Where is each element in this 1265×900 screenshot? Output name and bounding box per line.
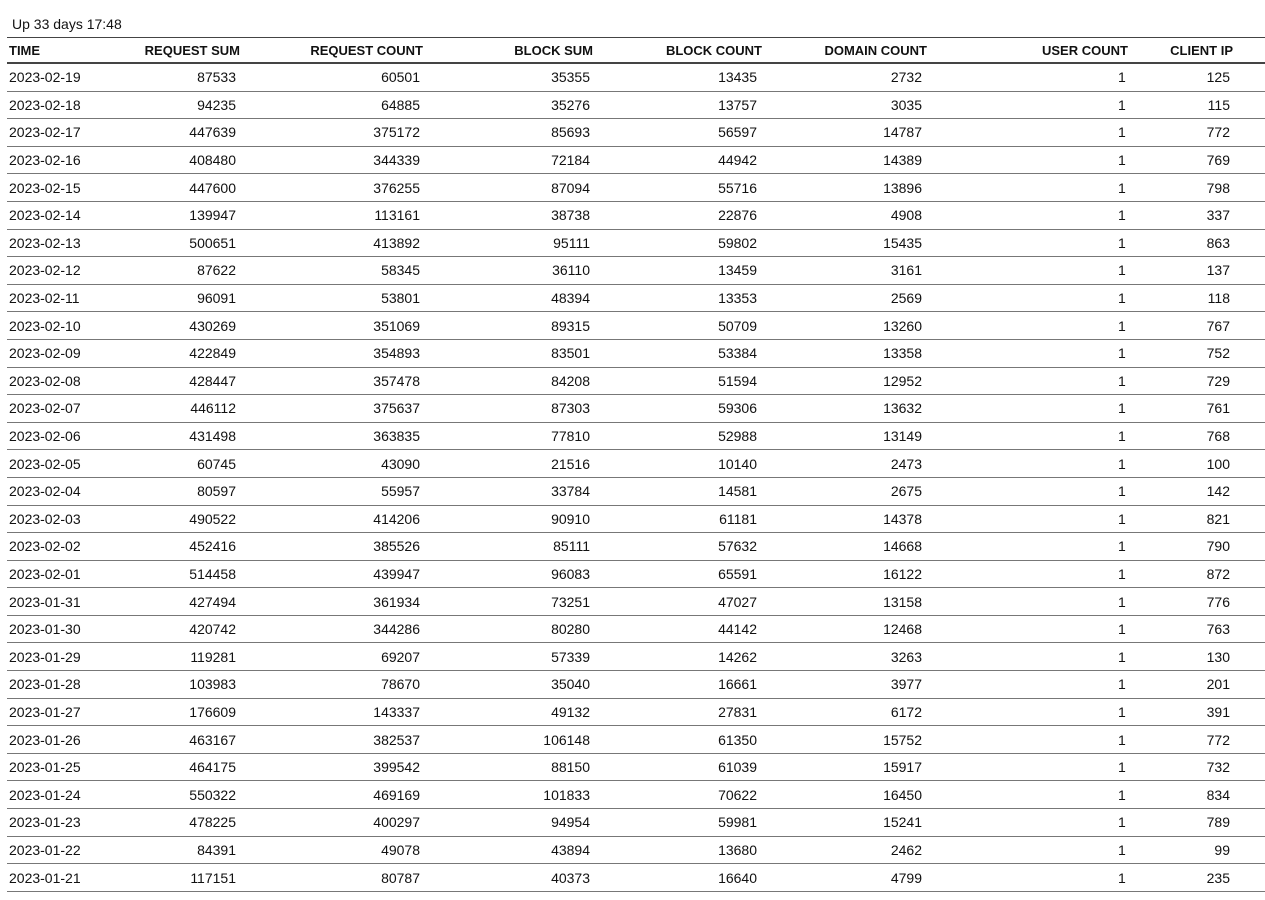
cell-block-count: 65591: [718, 565, 757, 582]
cell-client-ip: 769: [1206, 152, 1230, 169]
cell-domain-count: 13358: [883, 345, 922, 362]
cell-request-count: 49078: [381, 841, 420, 858]
cell-request-sum: 478225: [189, 814, 236, 831]
cell-request-count: 113161: [374, 207, 420, 224]
cell-request-count: 469169: [373, 786, 420, 803]
cell-user-count: 1: [1118, 179, 1126, 196]
cell-request-count: 78670: [381, 676, 420, 693]
table-row: [7, 588, 1265, 616]
cell-block-count: 14262: [718, 648, 757, 665]
column-header-request-count: REQUEST COUNT: [310, 42, 423, 58]
table-row: [7, 698, 1265, 726]
table-row: [7, 146, 1265, 174]
cell-user-count: 1: [1118, 290, 1126, 307]
cell-time: 2023-01-30: [9, 621, 81, 638]
cell-request-sum: 514458: [189, 565, 236, 582]
cell-time: 2023-01-27: [9, 703, 81, 720]
cell-time: 2023-02-03: [9, 510, 81, 527]
table-row: [7, 864, 1265, 892]
cell-client-ip: 872: [1206, 565, 1230, 582]
cell-request-count: 414206: [373, 510, 420, 527]
table-row: [7, 422, 1265, 450]
table-row: [7, 781, 1265, 809]
cell-user-count: 1: [1118, 786, 1126, 803]
cell-block-count: 53384: [718, 345, 757, 362]
cell-block-sum: 21516: [551, 455, 590, 472]
table-row: [7, 119, 1265, 147]
cell-block-count: 10140: [718, 455, 757, 472]
cell-time: 2023-01-22: [9, 841, 81, 858]
cell-user-count: 1: [1118, 759, 1126, 776]
cell-block-count: 51594: [718, 372, 757, 389]
cell-time: 2023-02-08: [9, 372, 81, 389]
cell-domain-count: 15917: [883, 759, 922, 776]
cell-block-count: 61181: [719, 510, 757, 527]
cell-request-sum: 490522: [189, 510, 236, 527]
cell-time: 2023-02-10: [9, 317, 81, 334]
cell-time: 2023-01-25: [9, 759, 81, 776]
cell-request-count: 69207: [381, 648, 420, 665]
cell-domain-count: 14668: [883, 538, 922, 555]
cell-block-sum: 35355: [551, 69, 590, 86]
cell-block-count: 70622: [718, 786, 757, 803]
table-row: [7, 63, 1265, 91]
table-row: [7, 505, 1265, 533]
cell-client-ip: 821: [1206, 510, 1230, 527]
cell-time: 2023-02-17: [9, 124, 81, 141]
cell-domain-count: 3035: [890, 96, 922, 113]
cell-domain-count: 16450: [883, 786, 922, 803]
cell-time: 2023-02-15: [9, 179, 81, 196]
cell-client-ip: 100: [1206, 455, 1230, 472]
cell-domain-count: 13260: [883, 317, 922, 334]
cell-block-sum: 87094: [551, 179, 590, 196]
table-row: [7, 257, 1265, 285]
column-header-block-count: BLOCK COUNT: [665, 42, 762, 58]
cell-request-sum: 84391: [197, 841, 236, 858]
cell-user-count: 1: [1118, 703, 1126, 720]
cell-domain-count: 15435: [883, 234, 922, 251]
cell-request-count: 413892: [373, 234, 420, 251]
table-row: [7, 533, 1265, 561]
cell-request-count: 53801: [381, 290, 420, 307]
cell-request-sum: 447600: [189, 179, 236, 196]
cell-block-count: 13435: [718, 69, 757, 86]
cell-request-sum: 550322: [189, 786, 236, 803]
cell-domain-count: 14378: [883, 510, 922, 527]
cell-request-sum: 430269: [189, 317, 236, 334]
cell-block-sum: 36110: [552, 262, 590, 279]
cell-request-sum: 452416: [189, 538, 236, 555]
cell-time: 2023-02-06: [9, 428, 81, 445]
cell-block-sum: 85111: [553, 538, 590, 555]
column-header-user-count: USER COUNT: [1042, 42, 1128, 58]
cell-time: 2023-02-09: [9, 345, 81, 362]
cell-request-sum: 447639: [189, 124, 236, 141]
cell-domain-count: 14787: [883, 124, 922, 141]
cell-block-count: 13680: [718, 841, 757, 858]
cell-request-sum: 464175: [189, 759, 236, 776]
cell-user-count: 1: [1118, 234, 1126, 251]
cell-domain-count: 6172: [890, 703, 922, 720]
cell-request-count: 60501: [381, 69, 420, 86]
table-row: [7, 174, 1265, 202]
column-header-time: TIME: [9, 42, 41, 58]
cell-user-count: 1: [1118, 69, 1126, 86]
cell-domain-count: 2732: [890, 69, 922, 86]
cell-client-ip: 798: [1206, 179, 1230, 196]
cell-block-count: 57632: [718, 538, 757, 555]
cell-client-ip: 761: [1206, 400, 1230, 417]
column-header-client-ip: CLIENT IP: [1170, 42, 1233, 58]
table-row: [7, 201, 1265, 229]
cell-domain-count: 15241: [883, 814, 922, 831]
table-body: [7, 63, 1265, 891]
table-row: [7, 671, 1265, 699]
cell-client-ip: 776: [1206, 593, 1230, 610]
cell-user-count: 1: [1118, 510, 1126, 527]
cell-time: 2023-01-29: [9, 648, 81, 665]
cell-user-count: 1: [1118, 455, 1126, 472]
cell-request-count: 439947: [373, 565, 420, 582]
cell-user-count: 1: [1118, 841, 1126, 858]
cell-domain-count: 3161: [890, 262, 922, 279]
cell-user-count: 1: [1118, 814, 1126, 831]
cell-block-count: 27831: [718, 703, 757, 720]
cell-block-sum: 85693: [551, 124, 590, 141]
cell-block-count: 50709: [718, 317, 757, 334]
table-row: [7, 753, 1265, 781]
cell-user-count: 1: [1118, 676, 1126, 693]
cell-domain-count: 2675: [890, 483, 922, 500]
cell-request-sum: 446112: [190, 400, 236, 417]
cell-domain-count: 2462: [890, 841, 922, 858]
table-row: [7, 367, 1265, 395]
cell-time: 2023-02-19: [9, 69, 81, 86]
cell-user-count: 1: [1118, 428, 1126, 445]
cell-request-sum: 408480: [189, 152, 236, 169]
cell-client-ip: 125: [1206, 69, 1230, 86]
cell-block-sum: 49132: [551, 703, 590, 720]
cell-time: 2023-02-07: [9, 400, 81, 417]
cell-client-ip: 99: [1214, 841, 1230, 858]
cell-request-sum: 176609: [189, 703, 236, 720]
cell-request-sum: 94235: [197, 96, 236, 113]
cell-request-count: 55957: [381, 483, 420, 500]
cell-user-count: 1: [1118, 621, 1126, 638]
cell-request-count: 385526: [373, 538, 420, 555]
cell-client-ip: 789: [1206, 814, 1230, 831]
cell-block-count: 44142: [718, 621, 757, 638]
cell-client-ip: 767: [1206, 317, 1230, 334]
cell-client-ip: 790: [1206, 538, 1230, 555]
cell-user-count: 1: [1118, 483, 1126, 500]
cell-domain-count: 13149: [883, 428, 922, 445]
cell-time: 2023-02-02: [9, 538, 81, 555]
cell-block-count: 22876: [718, 207, 757, 224]
cell-request-count: 143337: [373, 703, 420, 720]
cell-user-count: 1: [1118, 538, 1126, 555]
cell-block-sum: 48394: [551, 290, 590, 307]
column-header-block-sum: BLOCK SUM: [514, 42, 593, 58]
cell-request-count: 400297: [373, 814, 420, 831]
cell-block-sum: 77810: [551, 428, 590, 445]
cell-domain-count: 12468: [883, 621, 922, 638]
cell-block-sum: 101833: [543, 786, 590, 803]
table-row: [7, 477, 1265, 505]
cell-user-count: 1: [1118, 593, 1126, 610]
cell-client-ip: 729: [1206, 372, 1230, 389]
cell-request-sum: 117151: [190, 869, 236, 886]
cell-user-count: 1: [1118, 317, 1126, 334]
cell-time: 2023-02-18: [9, 96, 81, 113]
cell-time: 2023-01-23: [9, 814, 81, 831]
cell-domain-count: 14389: [883, 152, 922, 169]
cell-client-ip: 763: [1206, 621, 1230, 638]
cell-block-sum: 96083: [551, 565, 590, 582]
cell-client-ip: 235: [1206, 869, 1230, 886]
cell-domain-count: 2473: [890, 455, 922, 472]
cell-time: 2023-02-01: [9, 565, 81, 582]
cell-block-sum: 43894: [551, 841, 590, 858]
cell-user-count: 1: [1118, 731, 1126, 748]
cell-request-sum: 60745: [197, 455, 236, 472]
cell-block-count: 59981: [718, 814, 757, 831]
cell-block-sum: 89315: [551, 317, 590, 334]
cell-request-sum: 500651: [189, 234, 236, 251]
cell-client-ip: 142: [1206, 483, 1230, 500]
cell-request-sum: 80597: [197, 483, 236, 500]
cell-time: 2023-02-11: [9, 290, 80, 307]
cell-client-ip: 834: [1206, 786, 1230, 803]
cell-block-count: 56597: [718, 124, 757, 141]
uptime-status: Up 33 days 17:48: [12, 16, 122, 32]
cell-domain-count: 13158: [883, 593, 922, 610]
cell-client-ip: 391: [1206, 703, 1230, 720]
cell-block-sum: 106148: [543, 731, 590, 748]
cell-request-count: 399542: [373, 759, 420, 776]
column-header-domain-count: DOMAIN COUNT: [824, 42, 927, 58]
cell-block-count: 14581: [718, 483, 757, 500]
cell-block-count: 13459: [718, 262, 757, 279]
cell-time: 2023-01-31: [9, 593, 81, 610]
cell-request-count: 64885: [381, 96, 420, 113]
cell-time: 2023-01-24: [9, 786, 81, 803]
cell-request-sum: 87533: [197, 69, 236, 86]
cell-request-sum: 139947: [189, 207, 236, 224]
cell-request-sum: 103983: [189, 676, 236, 693]
cell-block-count: 59306: [718, 400, 757, 417]
cell-block-sum: 35040: [551, 676, 590, 693]
cell-client-ip: 137: [1206, 262, 1230, 279]
cell-block-sum: 35276: [551, 96, 590, 113]
cell-block-sum: 84208: [551, 372, 590, 389]
cell-request-count: 382537: [373, 731, 420, 748]
cell-request-count: 58345: [381, 262, 420, 279]
cell-client-ip: 772: [1206, 731, 1230, 748]
cell-domain-count: 13896: [883, 179, 922, 196]
cell-block-count: 16661: [718, 676, 757, 693]
cell-user-count: 1: [1118, 152, 1126, 169]
cell-block-count: 13757: [718, 96, 757, 113]
cell-block-sum: 33784: [551, 483, 590, 500]
cell-block-count: 52988: [718, 428, 757, 445]
cell-client-ip: 863: [1206, 234, 1230, 251]
cell-request-count: 344339: [373, 152, 420, 169]
cell-block-sum: 94954: [551, 814, 590, 831]
table-row: [7, 312, 1265, 340]
cell-domain-count: 3977: [890, 676, 922, 693]
cell-request-sum: 87622: [197, 262, 236, 279]
cell-time: 2023-02-12: [9, 262, 81, 279]
table-row: [7, 643, 1265, 671]
cell-client-ip: 118: [1207, 290, 1230, 307]
daily-stats-table: [7, 37, 1265, 892]
cell-time: 2023-01-26: [9, 731, 81, 748]
cell-block-count: 59802: [718, 234, 757, 251]
cell-time: 2023-01-28: [9, 676, 81, 693]
cell-block-sum: 87303: [551, 400, 590, 417]
cell-domain-count: 15752: [883, 731, 922, 748]
cell-request-sum: 96091: [197, 290, 236, 307]
table-row: [7, 91, 1265, 119]
cell-time: 2023-02-14: [9, 207, 81, 224]
cell-request-count: 376255: [373, 179, 420, 196]
table-row: [7, 395, 1265, 423]
table-row: [7, 339, 1265, 367]
cell-client-ip: 752: [1206, 345, 1230, 362]
cell-user-count: 1: [1118, 124, 1126, 141]
cell-block-sum: 73251: [551, 593, 590, 610]
table-row: [7, 450, 1265, 478]
cell-user-count: 1: [1118, 345, 1126, 362]
cell-request-sum: 420742: [189, 621, 236, 638]
cell-domain-count: 16122: [883, 565, 922, 582]
cell-block-count: 55716: [718, 179, 757, 196]
cell-block-sum: 57339: [551, 648, 590, 665]
cell-domain-count: 4799: [890, 869, 922, 886]
cell-request-sum: 119281: [190, 648, 236, 665]
cell-domain-count: 13632: [883, 400, 922, 417]
cell-block-count: 16640: [718, 869, 757, 886]
table-row: [7, 284, 1265, 312]
header-row: [7, 38, 1265, 64]
table-row: [7, 615, 1265, 643]
cell-user-count: 1: [1118, 262, 1126, 279]
table-row: [7, 229, 1265, 257]
cell-request-count: 361934: [373, 593, 420, 610]
cell-request-sum: 428447: [189, 372, 236, 389]
cell-client-ip: 130: [1206, 648, 1230, 665]
table-row: [7, 809, 1265, 837]
cell-request-count: 375637: [373, 400, 420, 417]
cell-request-sum: 463167: [189, 731, 236, 748]
table-header: [7, 38, 1265, 64]
table-row: [7, 836, 1265, 864]
cell-user-count: 1: [1118, 648, 1126, 665]
cell-block-count: 61350: [718, 731, 757, 748]
cell-block-count: 44942: [718, 152, 757, 169]
cell-block-sum: 80280: [551, 621, 590, 638]
cell-block-sum: 95111: [553, 234, 590, 251]
cell-block-sum: 40373: [551, 869, 590, 886]
cell-client-ip: 772: [1206, 124, 1230, 141]
cell-block-sum: 72184: [551, 152, 590, 169]
cell-domain-count: 12952: [883, 372, 922, 389]
table-row: [7, 726, 1265, 754]
cell-domain-count: 4908: [890, 207, 922, 224]
cell-request-count: 357478: [373, 372, 420, 389]
cell-block-sum: 83501: [551, 345, 590, 362]
cell-block-count: 61039: [718, 759, 757, 776]
cell-block-count: 47027: [718, 593, 757, 610]
cell-client-ip: 768: [1206, 428, 1230, 445]
cell-user-count: 1: [1118, 96, 1126, 113]
cell-user-count: 1: [1118, 869, 1126, 886]
cell-user-count: 1: [1118, 207, 1126, 224]
cell-request-sum: 422849: [189, 345, 236, 362]
cell-time: 2023-02-04: [9, 483, 81, 500]
cell-time: 2023-01-21: [9, 869, 81, 886]
cell-request-sum: 427494: [189, 593, 236, 610]
cell-user-count: 1: [1118, 400, 1126, 417]
cell-client-ip: 732: [1206, 759, 1230, 776]
cell-block-count: 13353: [718, 290, 757, 307]
cell-block-sum: 88150: [551, 759, 590, 776]
cell-client-ip: 115: [1207, 96, 1230, 113]
cell-request-count: 43090: [381, 455, 420, 472]
cell-request-count: 354893: [373, 345, 420, 362]
cell-time: 2023-02-13: [9, 234, 81, 251]
cell-domain-count: 2569: [890, 290, 922, 307]
table-row: [7, 560, 1265, 588]
cell-request-count: 80787: [381, 869, 420, 886]
cell-domain-count: 3263: [890, 648, 922, 665]
cell-request-count: 363835: [373, 428, 420, 445]
cell-user-count: 1: [1118, 372, 1126, 389]
cell-time: 2023-02-05: [9, 455, 81, 472]
cell-block-sum: 38738: [551, 207, 590, 224]
cell-request-sum: 431498: [189, 428, 236, 445]
cell-time: 2023-02-16: [9, 152, 81, 169]
cell-request-count: 344286: [373, 621, 420, 638]
cell-request-count: 351069: [373, 317, 420, 334]
cell-block-sum: 90910: [551, 510, 590, 527]
column-header-request-sum: REQUEST SUM: [144, 42, 240, 58]
cell-user-count: 1: [1118, 565, 1126, 582]
cell-client-ip: 337: [1206, 207, 1230, 224]
cell-client-ip: 201: [1206, 676, 1230, 693]
cell-request-count: 375172: [373, 124, 420, 141]
